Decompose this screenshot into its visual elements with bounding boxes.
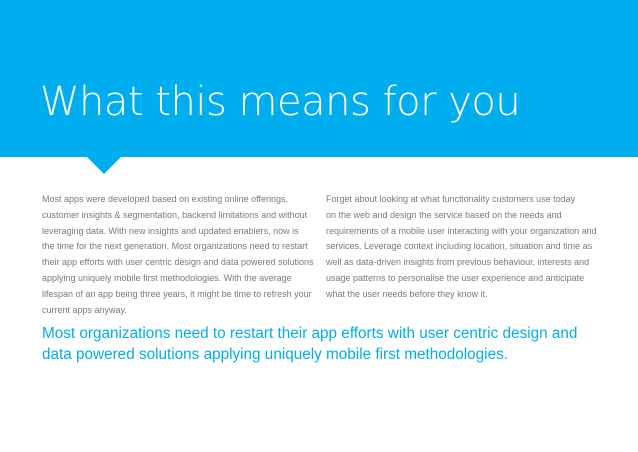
highlight-quote [42, 323, 602, 365]
paragraph-line: services. Leverage context including location, situation and time as [326, 241, 593, 252]
page-title: What this means for you [40, 79, 521, 125]
header-pointer [86, 156, 122, 174]
paragraph-line: on the web and design the service based on the needs and [326, 209, 562, 220]
paragraph-line: lifespan of an app being three years, it might be time to refresh your [42, 288, 312, 299]
paragraph-line: customer insights & segmentation, backend limitations and without [42, 209, 308, 220]
paragraph-line: applying uniquely mobile first methodologies. With the average [42, 272, 292, 283]
highlight-line: data powered solutions applying uniquely mobile first methodologies. [42, 346, 508, 363]
header-band [0, 0, 638, 157]
paragraph-line: the time for the next generation. Most organizations need to restart [42, 241, 308, 252]
paragraph-line: what the user needs before they know it. [326, 288, 488, 299]
paragraph-line: Most apps were developed based on existing online offerings, [42, 194, 288, 204]
paragraph-line: current apps anyway. [42, 304, 127, 315]
paragraph-line: their app efforts with user centric design and data powered solutions [42, 257, 314, 268]
paragraph-line: requirements of a mobile user interacting with your organization and [326, 225, 597, 236]
body-column-left [42, 192, 314, 318]
paragraph-line: Forget about looking at what functionality customers use today [326, 194, 576, 204]
paragraph-line: usage patterns to personalise the user experience and anticipate [326, 272, 585, 283]
body-column-right [326, 192, 596, 303]
highlight-line: Most organizations need to restart their app efforts with user centric design and [42, 325, 578, 342]
paragraph-line: well as data-driven insights from previous behaviour, interests and [326, 257, 590, 268]
paragraph-line: leveraging data. With new insights and updated enablers, now is [42, 225, 299, 236]
